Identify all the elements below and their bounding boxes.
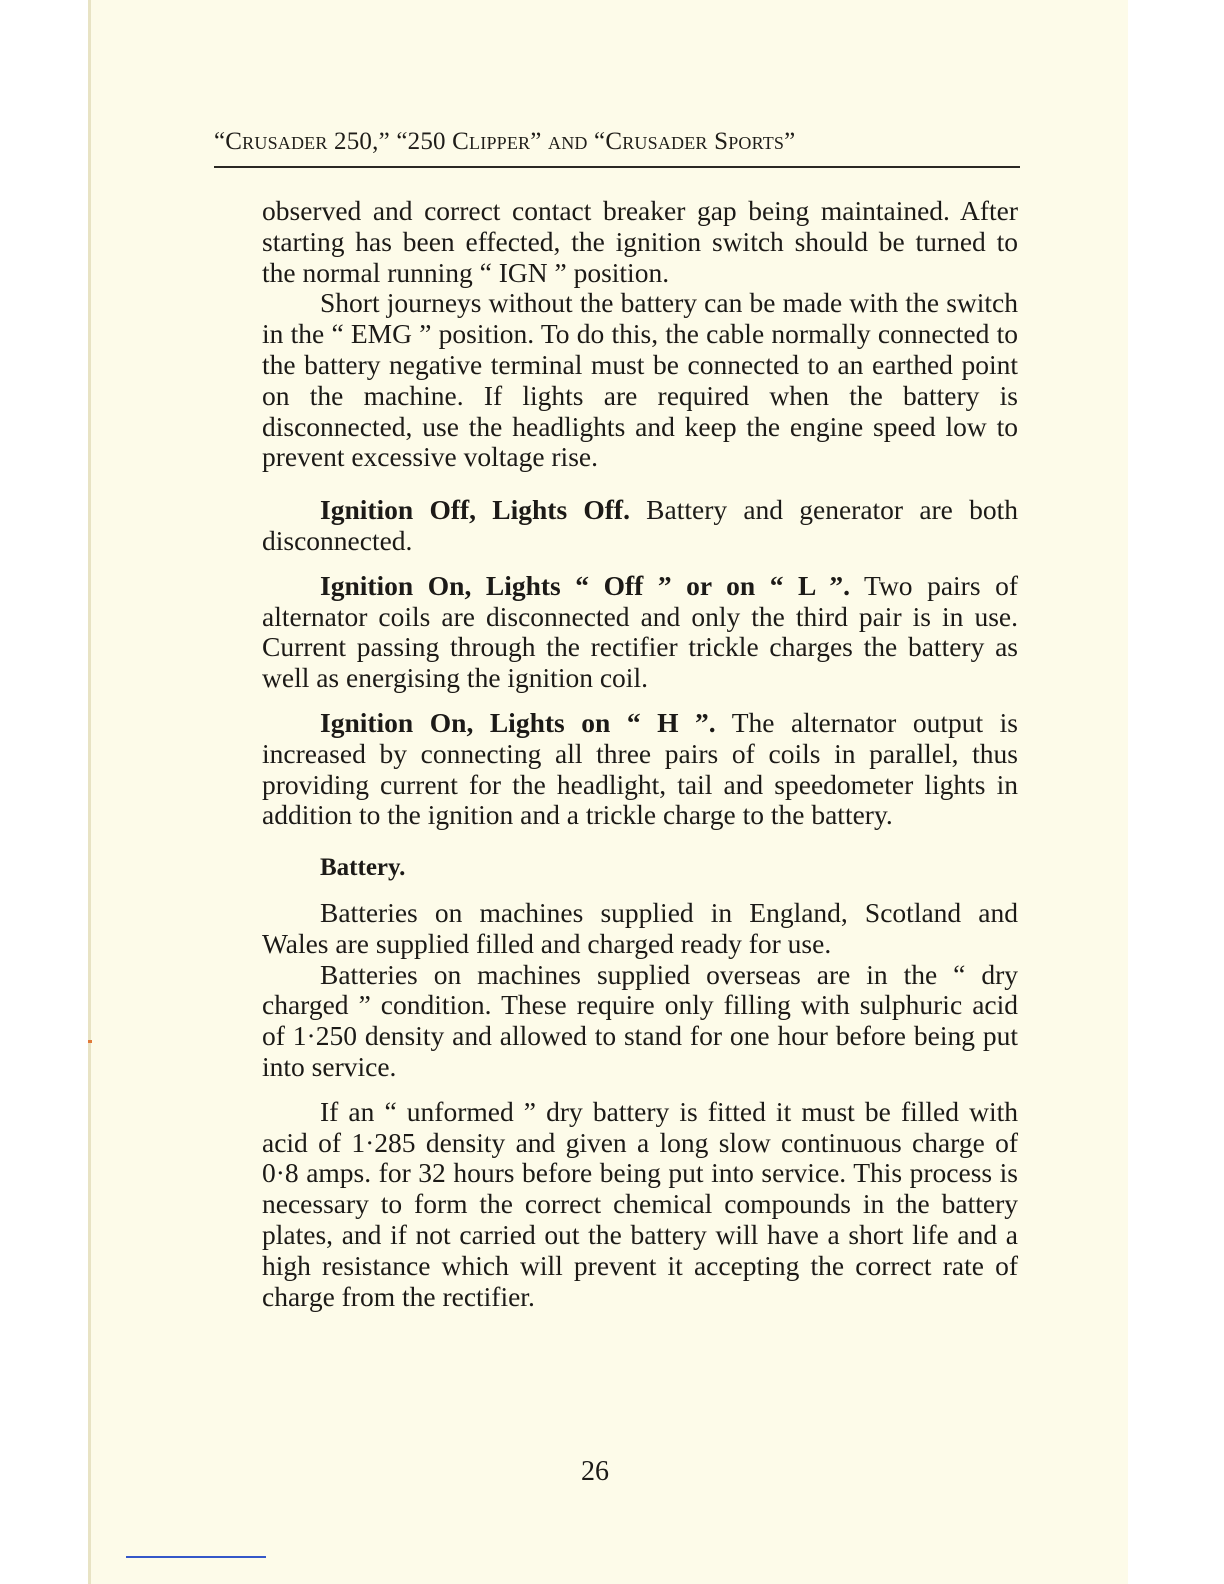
subheading-ignition-on-lights-l: Ignition On, Lights “ Off ” or on “ L ”. [320,569,851,601]
text-ignition-off-lights-off: Battery and generator are both disconnected. [262,494,1018,556]
scan-edge [88,0,91,1584]
subheading-ignition-off-lights-off: Ignition Off, Lights Off. [320,494,630,526]
scan-artifact-mark [88,1040,92,1043]
paragraph-batteries-uk: Batteries on machines supplied in England, Scotland and Wales are supplied filled and charged ready for use. [262,896,1018,959]
body-text [262,196,1018,1312]
subheading-ignition-on-lights-h: Ignition On, Lights on “ H ”. [320,706,716,738]
scan-artifact-line [126,1556,266,1558]
text-ignition-on-lights-l: Two pairs of alternator coils are disconnected and only the third pair is in use. Current passing through the rectifier trickle charges the battery as well as energising the ignition coil. [262,569,1018,694]
paragraph-ignition-off-lights-off [262,495,1018,557]
paragraph-ignition-on-lights-l [262,571,1018,694]
page-number: 26 [581,1456,609,1487]
paragraph-batteries-overseas: Batteries on machines supplied overseas are in the “ dry charged ” condition. These require only filling with sulphuric acid of 1·250 density and allowed to stand for one hour before being put into service. [262,958,1018,1082]
battery-heading: Battery. [320,854,406,882]
paragraph-short-journeys: Short journeys without the battery can be made with the switch in the “ EMG ” position. To do this, the cable normally connected to the battery negative terminal must be connected to an earthed point on the machine. If lights are required when the battery is disconnected, use the headlights and keep the engine speed low to prevent excessive voltage rise. [262,287,1018,473]
text-ignition-on-lights-h: The alternator output is increased by connecting all three pairs of coils in parallel, thus providing current for the headlight, tail and speedometer lights in addition to the ignition and a trickle charge to the battery. [262,706,1019,831]
header-rule [214,166,1020,168]
paragraph-ignition-on-lights-h [262,708,1018,831]
paragraph-unformed-battery: If an “ unformed ” dry battery is fitted it must be filled with acid of 1·285 density and given a long slow continuous charge of 0·8 amps. for 32 hours before being put into service. This process is necessary to form the correct chemical compounds in the battery plates, and if not carried out the battery will have a short life and a high resistance which will prevent it accepting the correct rate of charge from the rectifier. [262,1095,1018,1312]
running-header: “Crusader 250,” “250 Clipper” and “Crusader Sports” [214,128,796,155]
paragraph-contact-breaker: observed and correct contact breaker gap being maintained. After starting has been effected, the ignition switch should be turned to the normal running “ IGN ” position. [262,195,1018,288]
